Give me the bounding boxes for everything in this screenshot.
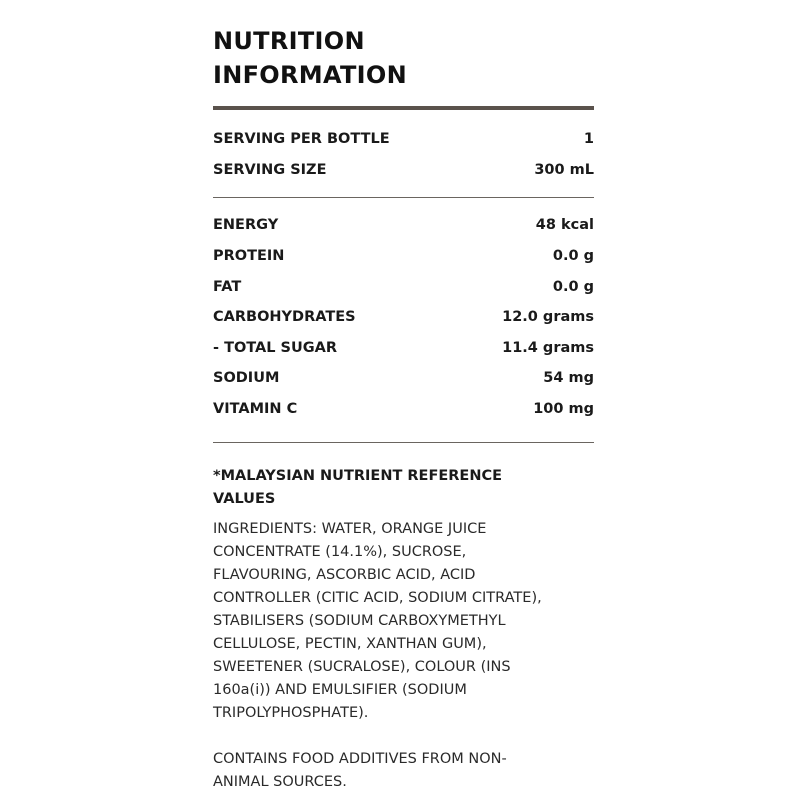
reference-footnote: *MALAYSIAN NUTRIENT REFERENCE VALUES [213, 468, 503, 508]
nutrient-label: CARBOHYDRATES [213, 309, 356, 326]
nutrient-row [213, 302, 594, 333]
nutrient-label: PROTEIN [213, 248, 285, 265]
nutrients-section [213, 198, 594, 442]
nutrient-label: VITAMIN C [213, 401, 298, 418]
nutrient-row [213, 394, 594, 425]
nutrient-row [213, 210, 594, 241]
nutrient-value: 0.0 g [552, 248, 594, 265]
nutrition-panel [213, 24, 594, 794]
nutrient-label: FAT [213, 278, 242, 295]
serving-label: SERVING SIZE [213, 161, 327, 178]
nutrient-row [213, 363, 594, 394]
serving-row [213, 155, 594, 186]
nutrient-label: ENERGY [213, 217, 279, 234]
title-line-1: NUTRITION [213, 27, 365, 55]
serving-value: 1 [583, 131, 594, 148]
serving-label: SERVING PER BOTTLE [213, 131, 390, 148]
nutrient-row [213, 333, 594, 364]
title-line-2: INFORMATION [213, 61, 407, 89]
nutrient-label: SODIUM [213, 370, 280, 387]
nutrient-value: 12.0 grams [502, 309, 594, 326]
nutrient-row [213, 241, 594, 272]
serving-section [213, 110, 594, 197]
nutrient-value: 100 mg [533, 401, 594, 418]
section-divider [213, 442, 594, 443]
serving-row [213, 124, 594, 155]
serving-value: 300 mL [534, 161, 594, 178]
nutrient-row [213, 271, 594, 302]
nutrient-value: 0.0 g [552, 278, 594, 295]
ingredients-text: INGREDIENTS: WATER, ORANGE JUICE CONCENTRATE (14.1%), SUCROSE, FLAVOURING, ASCORBIC ACID, ACID CONTROLLER (CITIC ACID, SODIUM CITRATE), STABILISERS (SODIUM CARBOXYMETHYL CELLULOSE, PECTIN, XANTHAN GUM), SWEETENER (SUCRALOSE), COLOUR (INS 160a(i)) AND EMULSIFIER (SODIUM TRIPOLYPHOSPHATE). [213, 521, 542, 722]
page-title [213, 24, 594, 92]
nutrient-value: 11.4 grams [502, 339, 594, 356]
nutrient-label: - TOTAL SUGAR [213, 339, 338, 356]
nutrient-value: 48 kcal [535, 217, 594, 234]
additives-note: CONTAINS FOOD ADDITIVES FROM NON- ANIMAL SOURCES. [213, 751, 507, 791]
nutrient-value: 54 mg [543, 370, 594, 387]
